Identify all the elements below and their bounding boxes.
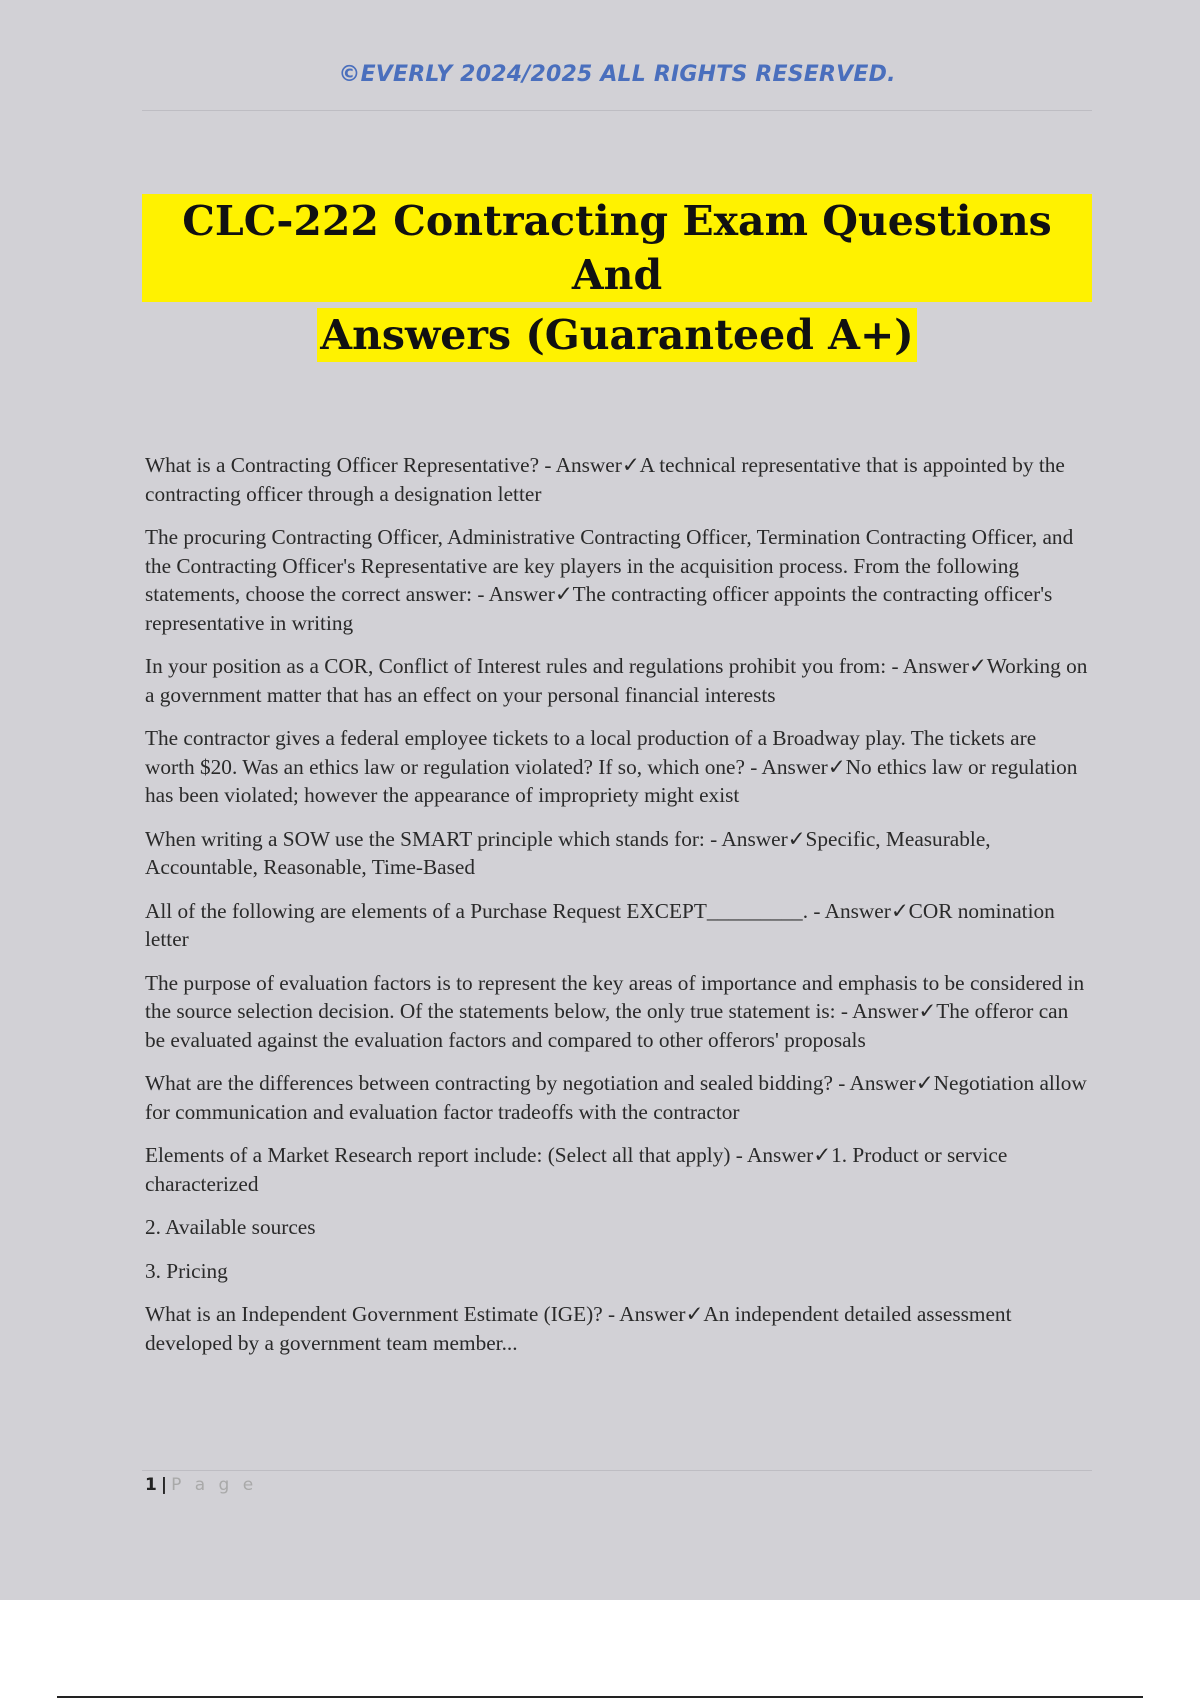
page-header — [142, 62, 1092, 87]
copyright-notice: ©EVERLY 2024/2025 ALL RIGHTS RESERVED. — [338, 62, 896, 87]
qa-item: All of the following are elements of a Purchase Request EXCEPT_________. - Answer✓COR nomination letter — [145, 898, 1055, 951]
qa-item: When writing a SOW use the SMART principle which stands for: - Answer✓Specific, Measurable, Accountable, Reasonable, Time-Based — [145, 826, 991, 879]
footer-divider — [142, 1470, 1092, 1471]
qa-item: What are the differences between contracting by negotiation and sealed bidding? - Answer✓Negotiation allow for communication and evaluation factor tradeoffs with the contractor — [145, 1071, 1087, 1124]
bottom-divider — [57, 1696, 1143, 1698]
qa-list — [145, 451, 1090, 1372]
footer-separator: | — [160, 1475, 168, 1495]
title-line-2: Answers (Guaranteed A+) — [317, 308, 916, 362]
title-line-1: CLC-222 Contracting Exam Questions And — [142, 194, 1092, 302]
qa-item: The procuring Contracting Officer, Administrative Contracting Officer, Termination Contracting Officer, and the Contracting Officer's Representative are key players in the acquisition process. From the following statements, choose the correct answer: - Answer✓The contracting officer appoints the contracting officer's representative in writing — [145, 525, 1074, 635]
qa-item: The contractor gives a federal employee tickets to a local production of a Broadway play. The tickets are worth $20. Was an ethics law or regulation violated? If so, which one? - Answer✓No ethics law or regulation has been violated; however the appearance of impropriety might exist — [145, 726, 1078, 807]
qa-list-item: 2. Available sources — [145, 1215, 316, 1239]
qa-item: The purpose of evaluation factors is to represent the key areas of importance and emphasis to be considered in the source selection decision. Of the statements below, the only true statement is: - Answer✓The offeror can be evaluated against the evaluation factors and compared to other offerors' proposals — [145, 970, 1085, 1052]
qa-list-item: 3. Pricing — [145, 1258, 228, 1283]
page-number: 1 — [145, 1475, 157, 1495]
qa-item: What is an Independent Government Estimate (IGE)? - Answer✓An independent detailed assessment developed by a government team member... — [145, 1302, 1012, 1355]
qa-item: In your position as a COR, Conflict of Interest rules and regulations prohibit you from: - Answer✓Working on a government matter that has an effect on your personal financial interests — [145, 654, 1088, 707]
document-title — [142, 194, 1092, 368]
qa-item: Elements of a Market Research report include: (Select all that apply) - Answer✓1. Product or service characterized — [145, 1143, 1008, 1196]
page-footer — [145, 1475, 257, 1495]
page-label: P a g e — [171, 1475, 258, 1495]
qa-item: What is a Contracting Officer Representative? - Answer✓A technical representative that is appointed by the contracting officer through a designation letter — [145, 453, 1065, 506]
header-divider — [142, 110, 1092, 111]
